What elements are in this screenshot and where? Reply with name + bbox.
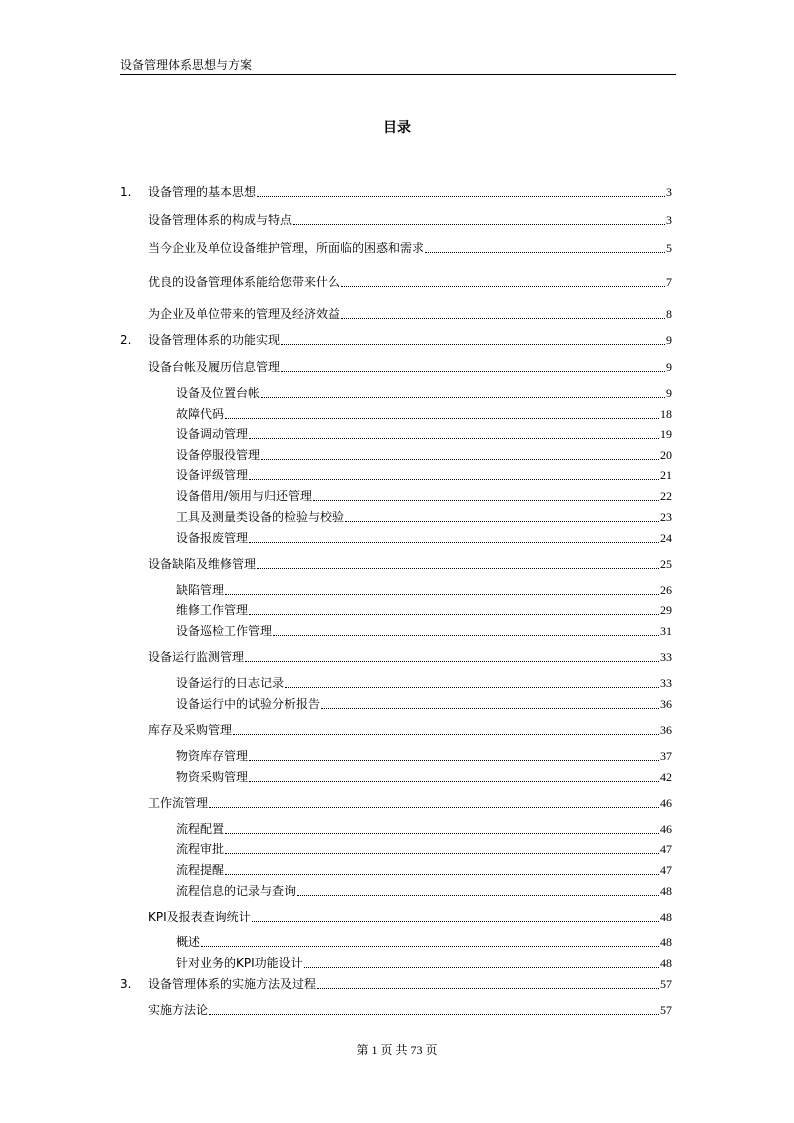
toc-dot-leader xyxy=(257,195,665,197)
toc-entry-page-number: 9 xyxy=(666,386,672,400)
toc-dot-leader xyxy=(273,634,659,636)
toc-dot-leader xyxy=(225,832,659,834)
page-footer: 第 1 页 共 73 页 xyxy=(356,1043,438,1057)
toc-entry-title: 缺陷管理 xyxy=(176,583,225,597)
toc-entry-page-number: 23 xyxy=(660,510,672,524)
toc-entry[interactable] xyxy=(120,328,672,348)
toc-dot-leader xyxy=(261,396,665,398)
toc-entry[interactable] xyxy=(120,578,672,598)
toc-entry-page-number: 18 xyxy=(660,407,672,421)
toc-entry-title: 设备运行的日志记录 xyxy=(176,676,285,690)
toc-dot-leader xyxy=(249,478,659,480)
toc-entry-title: 流程审批 xyxy=(176,842,225,856)
toc-entry-title: 维修工作管理 xyxy=(176,603,249,617)
toc-entry-page-number: 48 xyxy=(660,910,672,924)
toc-dot-leader xyxy=(233,733,659,735)
toc-entry[interactable] xyxy=(120,837,672,857)
toc-dot-leader xyxy=(257,567,659,569)
toc-dot-leader xyxy=(249,541,659,543)
toc-dot-leader xyxy=(252,920,659,922)
toc-entry-page-number: 19 xyxy=(660,427,672,441)
toc-entry-page-number: 29 xyxy=(660,603,672,617)
toc-entry-title: 设备管理体系的构成与特点 xyxy=(148,213,293,227)
toc-dot-leader xyxy=(261,458,659,460)
toc-entry-number: 2. xyxy=(120,333,132,347)
toc-entry-title: 设备管理的基本思想 xyxy=(148,185,257,199)
toc-entry[interactable] xyxy=(120,484,672,504)
toc-entry[interactable] xyxy=(120,998,672,1018)
toc-entry-title: 流程提醒 xyxy=(176,863,225,877)
toc-entry[interactable] xyxy=(120,422,672,442)
toc-dot-leader xyxy=(249,613,659,615)
toc-entry[interactable] xyxy=(120,972,672,992)
toc-entry-page-number: 26 xyxy=(660,583,672,597)
toc-entry-page-number: 3 xyxy=(666,213,672,227)
toc-entry-title: 当今企业及单位设备维护管理，所面临的困惑和需求 xyxy=(148,241,425,255)
toc-entry[interactable] xyxy=(120,951,672,971)
toc-entry-title: 设备调动管理 xyxy=(176,427,249,441)
toc-dot-leader xyxy=(293,223,665,225)
toc-dot-leader xyxy=(313,499,659,501)
toc-entry-page-number: 20 xyxy=(660,448,672,462)
toc-entry[interactable] xyxy=(120,905,672,925)
toc-entry[interactable] xyxy=(120,526,672,546)
toc-entry-page-number: 31 xyxy=(660,624,672,638)
toc-entry-title: 为企业及单位带来的管理及经济效益 xyxy=(148,307,341,321)
toc-entry-title: 设备借用/领用与归还管理 xyxy=(176,489,313,503)
toc-entry-page-number: 42 xyxy=(660,770,672,784)
toc-entry-page-number: 36 xyxy=(660,697,672,711)
toc-entry-title: 针对业务的KPI功能设计 xyxy=(176,956,303,970)
toc-dot-leader xyxy=(341,317,665,319)
toc-entry[interactable] xyxy=(120,671,672,691)
toc-entry[interactable] xyxy=(120,744,672,764)
toc-entry-title: 实施方法论 xyxy=(148,1003,209,1017)
toc-dot-leader xyxy=(225,417,659,419)
toc-dot-leader xyxy=(281,370,665,372)
toc-dot-leader xyxy=(285,686,659,688)
toc-dot-leader xyxy=(201,945,659,947)
toc-dot-leader xyxy=(225,852,659,854)
header-title: 设备管理体系思想与方案 xyxy=(120,58,253,72)
toc-dot-leader xyxy=(321,707,659,709)
toc-entry-title: 设备巡检工作管理 xyxy=(176,624,273,638)
toc-entry[interactable] xyxy=(120,236,672,256)
toc-dot-leader xyxy=(249,780,659,782)
toc-entry-page-number: 48 xyxy=(660,956,672,970)
toc-dot-leader xyxy=(304,966,659,968)
toc-entry-page-number: 9 xyxy=(666,360,672,374)
page-title: 目录 xyxy=(383,120,411,136)
toc-entry-page-number: 24 xyxy=(660,531,672,545)
toc-dot-leader xyxy=(317,987,659,989)
toc-entry-page-number: 33 xyxy=(660,676,672,690)
toc-entry-page-number: 46 xyxy=(660,822,672,836)
toc-entry-title: 设备缺陷及维修管理 xyxy=(148,557,257,571)
toc-entry-title: 设备及位置台帐 xyxy=(176,386,261,400)
toc-dot-leader xyxy=(225,593,659,595)
toc-entry-title: 设备运行中的试验分析报告 xyxy=(176,697,321,711)
toc-entry[interactable] xyxy=(120,208,672,228)
toc-entry-title: 物资采购管理 xyxy=(176,770,249,784)
toc-entry-title: 设备报废管理 xyxy=(176,531,249,545)
toc-entry-title: 设备停服役管理 xyxy=(176,448,261,462)
toc-entry-page-number: 47 xyxy=(660,842,672,856)
toc-entry-title: 设备评级管理 xyxy=(176,468,249,482)
toc-entry-page-number: 37 xyxy=(660,749,672,763)
toc-dot-leader xyxy=(225,873,659,875)
toc-entry-page-number: 33 xyxy=(660,650,672,664)
toc-entry-page-number: 25 xyxy=(660,557,672,571)
toc-entry[interactable] xyxy=(120,692,672,712)
toc-dot-leader xyxy=(297,894,659,896)
toc-entry-title: 设备运行监测管理 xyxy=(148,650,245,664)
toc-entry-page-number: 48 xyxy=(660,884,672,898)
toc-entry-page-number: 57 xyxy=(660,977,672,991)
toc-entry[interactable] xyxy=(120,443,672,463)
toc-entry-page-number: 48 xyxy=(660,935,672,949)
toc-entry-page-number: 46 xyxy=(660,796,672,810)
toc-entry-page-number: 57 xyxy=(660,1003,672,1017)
toc-entry-page-number: 8 xyxy=(666,307,672,321)
toc-entry[interactable] xyxy=(120,858,672,878)
toc-dot-leader xyxy=(425,251,665,253)
toc-entry[interactable] xyxy=(120,930,672,950)
toc-entry[interactable] xyxy=(120,180,672,200)
toc-entry[interactable] xyxy=(120,270,672,290)
toc-entry-page-number: 3 xyxy=(666,185,672,199)
toc-entry[interactable] xyxy=(120,552,672,572)
toc-entry-title: KPI及报表查询统计 xyxy=(148,910,251,924)
toc-entry-page-number: 5 xyxy=(666,241,672,255)
toc-entry-number: 1. xyxy=(120,185,132,199)
toc-entry[interactable] xyxy=(120,355,672,375)
toc-entry[interactable] xyxy=(120,463,672,483)
toc-dot-leader xyxy=(245,660,659,662)
toc-entry-title: 优良的设备管理体系能给您带来什么 xyxy=(148,275,341,289)
toc-dot-leader xyxy=(249,759,659,761)
toc-entry[interactable] xyxy=(120,505,672,525)
toc-entry[interactable] xyxy=(120,879,672,899)
toc-entry-title: 设备管理体系的功能实现 xyxy=(148,333,281,347)
toc-entry-title: 设备管理体系的实施方法及过程 xyxy=(148,977,317,991)
toc-entry-title: 流程配置 xyxy=(176,822,225,836)
toc-entry[interactable] xyxy=(120,765,672,785)
toc-entry-title: 工具及测量类设备的检验与校验 xyxy=(176,510,345,524)
toc-entry-title: 物资库存管理 xyxy=(176,749,249,763)
toc-entry-title: 流程信息的记录与查询 xyxy=(176,884,297,898)
toc-entry-number: 3. xyxy=(120,977,132,991)
toc-entry-title: 库存及采购管理 xyxy=(148,723,233,737)
toc-entry[interactable] xyxy=(120,598,672,618)
toc-entry-page-number: 22 xyxy=(660,489,672,503)
toc-dot-leader xyxy=(209,1013,659,1015)
toc-entry-page-number: 21 xyxy=(660,468,672,482)
toc-entry[interactable] xyxy=(120,302,672,322)
toc-entry-title: 故障代码 xyxy=(176,407,225,421)
toc-entry[interactable] xyxy=(120,817,672,837)
toc-entry-page-number: 9 xyxy=(666,333,672,347)
toc-entry[interactable] xyxy=(120,619,672,639)
toc-dot-leader xyxy=(341,285,665,287)
toc-entry-page-number: 47 xyxy=(660,863,672,877)
toc-dot-leader xyxy=(345,520,659,522)
toc-dot-leader xyxy=(209,806,659,808)
toc-entry[interactable] xyxy=(120,645,672,665)
toc-dot-leader xyxy=(281,343,665,345)
toc-entry-title: 概述 xyxy=(176,935,201,949)
toc-entry-title: 设备台帐及履历信息管理 xyxy=(148,360,281,374)
toc-entry-page-number: 7 xyxy=(666,275,672,289)
page-header xyxy=(120,57,676,75)
toc-dot-leader xyxy=(249,437,659,439)
toc-entry[interactable] xyxy=(120,402,672,422)
toc-entry[interactable] xyxy=(120,791,672,811)
toc-entry-title: 工作流管理 xyxy=(148,796,209,810)
toc-entry[interactable] xyxy=(120,718,672,738)
toc-entry-page-number: 36 xyxy=(660,723,672,737)
toc-entry[interactable] xyxy=(120,381,672,401)
